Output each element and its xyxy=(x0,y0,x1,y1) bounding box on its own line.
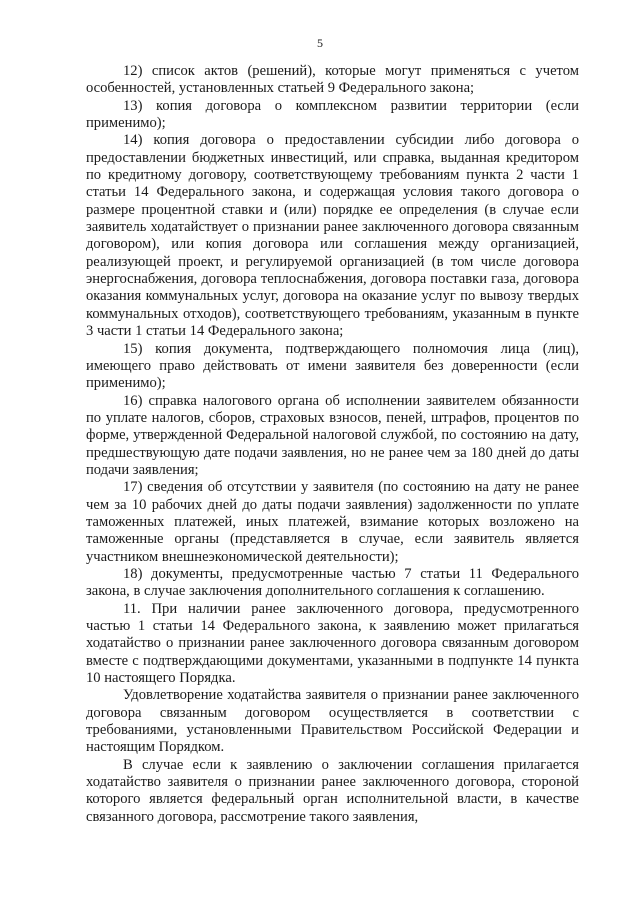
paragraph-section-11: 11. При наличии ранее заключенного договора, предусмотренного частью 1 статьи 14 Федерального закона, к заявлению может прилагаться ходатайство о признании ранее заключенного договора связанным договором вместе с подтверждающими документами, указанными в подпункте 14 пункта 10 настоящего Порядка. xyxy=(86,600,579,687)
paragraph-item-12: 12) список актов (решений), которые могут применяться с учетом особенностей, установленных статьей 9 Федерального закона; xyxy=(86,63,579,97)
paragraph-item-17: 17) сведения об отсутствии у заявителя (по состоянию на дату не ранее чем за 10 рабочих дней до даты подачи заявления) задолженности по уплате таможенных платежей, иных платежей, взимание которых возложено на таможенные органы (представляется в случае, если заявитель является участником внешнеэкономической деятельности); xyxy=(86,479,579,565)
paragraph-item-13: 13) копия договора о комплексном развитии территории (если применимо); xyxy=(86,97,579,132)
paragraph-item-15: 15) копия документа, подтверждающего полномочия лица (лиц), имеющего право действовать от имени заявителя без доверенности (если применимо); xyxy=(86,340,579,392)
paragraph-item-18: 18) документы, предусмотренные частью 7 статьи 11 Федерального закона, в случае заключения дополнительного соглашения к соглашению. xyxy=(86,565,579,600)
paragraph-petition-case: В случае если к заявлению о заключении соглашения прилагается ходатайство заявителя о признании ранее заключенного договора, стороной которого является федеральный орган исполнительной власти, в качестве связанного договора, рассмотрение такого заявления, xyxy=(86,756,579,825)
paragraph-petition-approval: Удовлетворение ходатайства заявителя о признании ранее заключенного договора связанным договором осуществляется в соответствии с требованиями, установленными Правительством Российской Федерации и настоящим Порядком. xyxy=(86,687,579,756)
paragraph-item-14: 14) копия договора о предоставлении субсидии либо договора о предоставлении бюджетных инвестиций, или справка, выданная кредитором по кредитному договору, соответствующему требованиям пункта 2 части 1 статьи 14 Федерального закона, и содержащая условия такого договора о размере процентной ставки и (или) порядке ее определения (в случае если заявитель ходатайствует о признании ранее заключенного договора связанным договором), или копия договора или соглашения между организацией, реализующей проект, и регулируемой организацией (в том числе договора энергоснабжения, договора теплоснабжения, договора поставки газа, договора оказания коммунальных услуг, договора на оказание услуг по вывозу твердых коммунальных отходов), соответствующего требованиям, указанным в пункте 3 части 1 статьи 14 Федерального закона; xyxy=(86,132,579,340)
page-number: 5 xyxy=(317,36,323,50)
document-body xyxy=(86,63,579,826)
paragraph-item-16: 16) справка налогового органа об исполнении заявителем обязанности по уплате налогов, сборов, страховых взносов, пеней, штрафов, процентов по форме, утвержденной Федеральной налоговой службой, по состоянию на дату, предшествующую дате подачи заявления, но не ранее чем за 180 дней до даты подачи заявления; xyxy=(86,392,579,478)
